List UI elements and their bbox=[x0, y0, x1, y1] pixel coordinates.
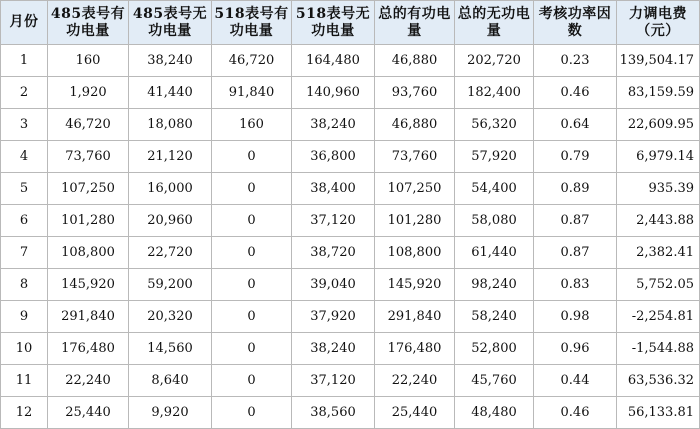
m518-reactive-cell: 140,960 bbox=[292, 77, 375, 109]
m485-active-cell: 145,920 bbox=[48, 269, 129, 301]
power-factor-cell: 0.23 bbox=[534, 45, 617, 77]
power-factor-cell: 0.87 bbox=[534, 205, 617, 237]
total-reactive-cell: 57,920 bbox=[455, 141, 534, 173]
m518-active-cell: 0 bbox=[212, 173, 292, 205]
m485-reactive-cell: 9,920 bbox=[129, 397, 212, 429]
m518-active-cell: 0 bbox=[212, 141, 292, 173]
m518-reactive-cell: 37,920 bbox=[292, 301, 375, 333]
adjust-fee-cell: 935.39 bbox=[617, 173, 700, 205]
m485-reactive-cell: 20,960 bbox=[129, 205, 212, 237]
m518-reactive-cell: 38,400 bbox=[292, 173, 375, 205]
month-cell: 3 bbox=[1, 109, 48, 141]
table-header bbox=[1, 1, 700, 45]
m485-active-cell: 22,240 bbox=[48, 365, 129, 397]
total-active-cell: 145,920 bbox=[375, 269, 455, 301]
total-reactive-cell: 52,800 bbox=[455, 333, 534, 365]
table-row bbox=[1, 237, 700, 269]
m518-active-cell: 0 bbox=[212, 397, 292, 429]
month-cell: 10 bbox=[1, 333, 48, 365]
m485-active-cell: 291,840 bbox=[48, 301, 129, 333]
m518-reactive-cell: 37,120 bbox=[292, 365, 375, 397]
adjust-fee-cell: -2,254.81 bbox=[617, 301, 700, 333]
power-factor-cell: 0.83 bbox=[534, 269, 617, 301]
table-row bbox=[1, 173, 700, 205]
total-active-cell: 73,760 bbox=[375, 141, 455, 173]
m518-active-cell: 0 bbox=[212, 237, 292, 269]
table-row bbox=[1, 397, 700, 429]
m518-reactive-cell: 39,040 bbox=[292, 269, 375, 301]
power-factor-cell: 0.46 bbox=[534, 77, 617, 109]
month-cell: 12 bbox=[1, 397, 48, 429]
total-reactive-cell: 98,240 bbox=[455, 269, 534, 301]
m518-active-cell: 0 bbox=[212, 301, 292, 333]
m518-reactive-cell: 37,120 bbox=[292, 205, 375, 237]
m518-active-cell: 0 bbox=[212, 333, 292, 365]
m485-active-cell: 46,720 bbox=[48, 109, 129, 141]
total-reactive-cell: 202,720 bbox=[455, 45, 534, 77]
m518-active-cell: 46,720 bbox=[212, 45, 292, 77]
m518-active-cell: 0 bbox=[212, 365, 292, 397]
power-factor-cell: 0.89 bbox=[534, 173, 617, 205]
m485-reactive-cell: 8,640 bbox=[129, 365, 212, 397]
m485-active-cell: 25,440 bbox=[48, 397, 129, 429]
total-active-cell: 22,240 bbox=[375, 365, 455, 397]
m518-active-cell: 160 bbox=[212, 109, 292, 141]
m485-active-cell: 73,760 bbox=[48, 141, 129, 173]
month-cell: 4 bbox=[1, 141, 48, 173]
m485-active-header: 485表号有功电量 bbox=[48, 1, 129, 45]
m518-active-cell: 0 bbox=[212, 269, 292, 301]
total-reactive-cell: 54,400 bbox=[455, 173, 534, 205]
m485-reactive-header: 485表号无功电量 bbox=[129, 1, 212, 45]
power-factor-cell: 0.79 bbox=[534, 141, 617, 173]
power-factor-cell: 0.96 bbox=[534, 333, 617, 365]
table-row bbox=[1, 269, 700, 301]
m485-active-cell: 160 bbox=[48, 45, 129, 77]
total-active-cell: 176,480 bbox=[375, 333, 455, 365]
table-row bbox=[1, 365, 700, 397]
adjust-fee-cell: -1,544.88 bbox=[617, 333, 700, 365]
table-row bbox=[1, 333, 700, 365]
adjust-fee-cell: 22,609.95 bbox=[617, 109, 700, 141]
m485-active-cell: 108,800 bbox=[48, 237, 129, 269]
m485-reactive-cell: 18,080 bbox=[129, 109, 212, 141]
m485-active-cell: 107,250 bbox=[48, 173, 129, 205]
m485-reactive-cell: 41,440 bbox=[129, 77, 212, 109]
total-active-cell: 93,760 bbox=[375, 77, 455, 109]
m518-reactive-cell: 38,240 bbox=[292, 333, 375, 365]
power-factor-cell: 0.98 bbox=[534, 301, 617, 333]
table-body bbox=[1, 45, 700, 429]
total-reactive-header: 总的无功电量 bbox=[455, 1, 534, 45]
total-reactive-cell: 58,240 bbox=[455, 301, 534, 333]
power-factor-cell: 0.87 bbox=[534, 237, 617, 269]
m485-active-cell: 176,480 bbox=[48, 333, 129, 365]
total-active-cell: 108,800 bbox=[375, 237, 455, 269]
header-row bbox=[1, 1, 700, 45]
adjust-fee-cell: 2,382.41 bbox=[617, 237, 700, 269]
month-cell: 2 bbox=[1, 77, 48, 109]
m485-reactive-cell: 16,000 bbox=[129, 173, 212, 205]
m518-reactive-cell: 38,720 bbox=[292, 237, 375, 269]
adjust-fee-cell: 56,133.81 bbox=[617, 397, 700, 429]
total-reactive-cell: 61,440 bbox=[455, 237, 534, 269]
month-header: 月份 bbox=[1, 1, 48, 45]
month-cell: 8 bbox=[1, 269, 48, 301]
table-row bbox=[1, 45, 700, 77]
total-active-cell: 46,880 bbox=[375, 45, 455, 77]
total-active-cell: 25,440 bbox=[375, 397, 455, 429]
total-active-header: 总的有功电量 bbox=[375, 1, 455, 45]
total-active-cell: 107,250 bbox=[375, 173, 455, 205]
table-row bbox=[1, 77, 700, 109]
total-reactive-cell: 56,320 bbox=[455, 109, 534, 141]
total-reactive-cell: 182,400 bbox=[455, 77, 534, 109]
m518-active-cell: 91,840 bbox=[212, 77, 292, 109]
month-cell: 5 bbox=[1, 173, 48, 205]
total-active-cell: 46,880 bbox=[375, 109, 455, 141]
m485-reactive-cell: 22,720 bbox=[129, 237, 212, 269]
power-factor-cell: 0.64 bbox=[534, 109, 617, 141]
total-active-cell: 291,840 bbox=[375, 301, 455, 333]
adjust-fee-cell: 5,752.05 bbox=[617, 269, 700, 301]
total-active-cell: 101,280 bbox=[375, 205, 455, 237]
month-cell: 1 bbox=[1, 45, 48, 77]
table-row bbox=[1, 301, 700, 333]
power-factor-cell: 0.46 bbox=[534, 397, 617, 429]
power-factor-header: 考核功率因数 bbox=[534, 1, 617, 45]
adjust-fee-cell: 63,536.32 bbox=[617, 365, 700, 397]
m518-active-cell: 0 bbox=[212, 205, 292, 237]
total-reactive-cell: 45,760 bbox=[455, 365, 534, 397]
adjust-fee-cell: 2,443.88 bbox=[617, 205, 700, 237]
adjust-fee-cell: 6,979.14 bbox=[617, 141, 700, 173]
table-row bbox=[1, 205, 700, 237]
m485-active-cell: 101,280 bbox=[48, 205, 129, 237]
total-reactive-cell: 58,080 bbox=[455, 205, 534, 237]
m485-reactive-cell: 21,120 bbox=[129, 141, 212, 173]
month-cell: 11 bbox=[1, 365, 48, 397]
total-reactive-cell: 48,480 bbox=[455, 397, 534, 429]
m518-reactive-header: 518表号无功电量 bbox=[292, 1, 375, 45]
m485-reactive-cell: 14,560 bbox=[129, 333, 212, 365]
table-row bbox=[1, 141, 700, 173]
month-cell: 9 bbox=[1, 301, 48, 333]
adjust-fee-cell: 139,504.17 bbox=[617, 45, 700, 77]
m485-reactive-cell: 59,200 bbox=[129, 269, 212, 301]
m518-reactive-cell: 38,560 bbox=[292, 397, 375, 429]
m518-reactive-cell: 36,800 bbox=[292, 141, 375, 173]
adjust-fee-header: 力调电费（元） bbox=[617, 1, 700, 45]
month-cell: 6 bbox=[1, 205, 48, 237]
m485-reactive-cell: 20,320 bbox=[129, 301, 212, 333]
m518-reactive-cell: 38,240 bbox=[292, 109, 375, 141]
table-row bbox=[1, 109, 700, 141]
m485-reactive-cell: 38,240 bbox=[129, 45, 212, 77]
adjust-fee-cell: 83,159.59 bbox=[617, 77, 700, 109]
month-cell: 7 bbox=[1, 237, 48, 269]
m518-active-header: 518表号有功电量 bbox=[212, 1, 292, 45]
m485-active-cell: 1,920 bbox=[48, 77, 129, 109]
m518-reactive-cell: 164,480 bbox=[292, 45, 375, 77]
power-factor-cell: 0.44 bbox=[534, 365, 617, 397]
